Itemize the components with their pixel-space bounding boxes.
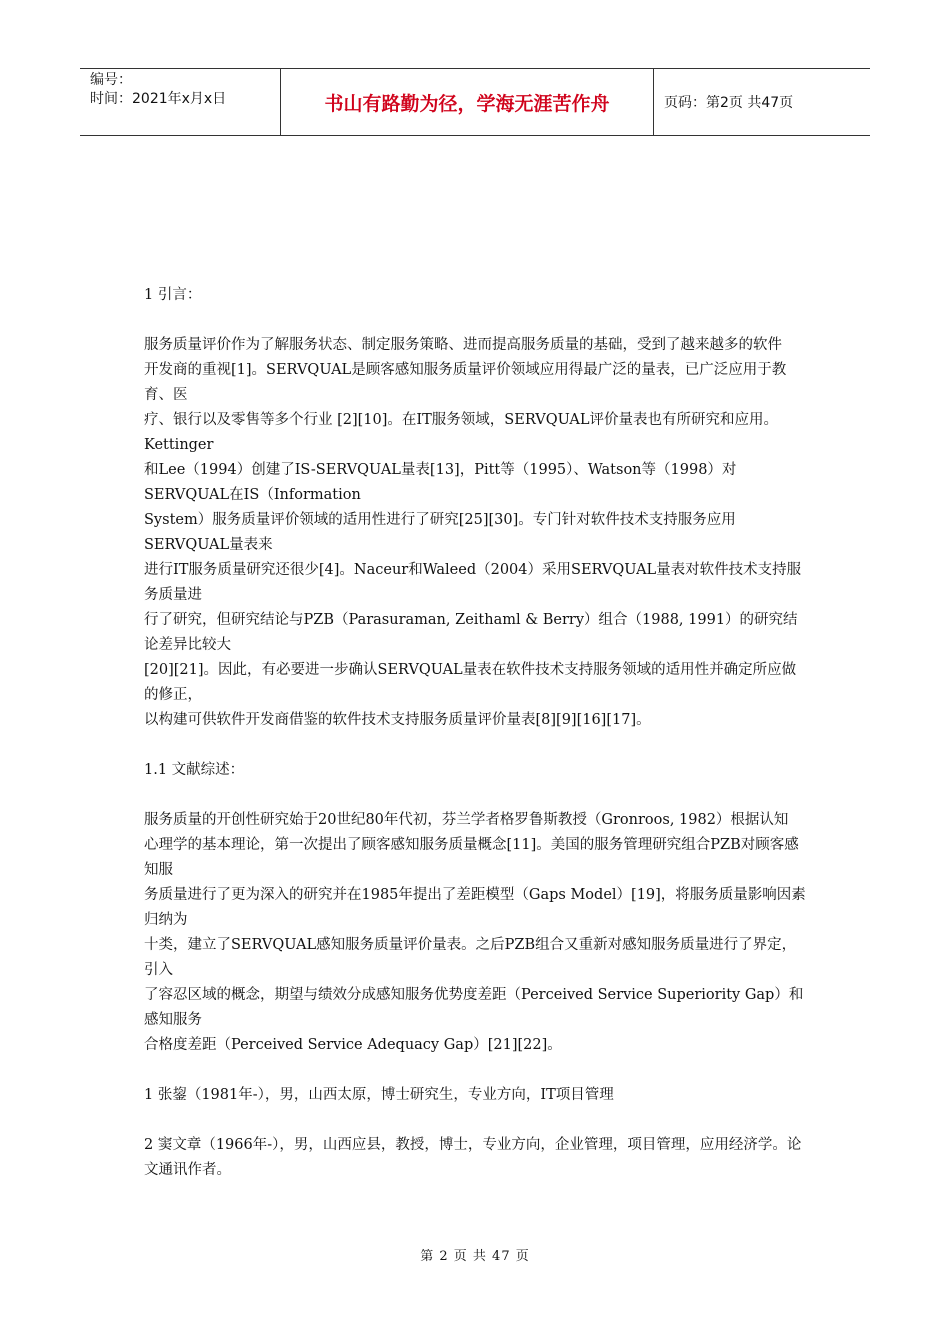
- author-note-1: 1 张鋆（1981年-），男，山西太原，博士研究生，专业方向，IT项目管理: [144, 1087, 614, 1103]
- paragraph-line: 合格度差距（Perceived Service Adequacy Gap）[21][22]。: [144, 1037, 562, 1053]
- number-label: 编号：: [90, 72, 132, 88]
- document-body: [144, 283, 808, 1183]
- paragraph-line: 服务质量评价作为了解服务状态、制定服务策略、进而提高服务质量的基础，受到了越来越多的软件: [144, 337, 782, 353]
- paragraph-line: 开发商的重视[1]。SERVQUAL是顾客感知服务质量评价领域应用得最广泛的量表，已广泛应用于教育、医: [144, 362, 787, 403]
- paragraph-line: 务质量进行了更为深入的研究并在1985年提出了差距模型（Gaps Model）[19]，将服务质量影响因素归纳为: [144, 887, 806, 928]
- header-page-info: 页码：第2页 共47页: [664, 95, 794, 111]
- section-heading-intro: 1 引言：: [144, 287, 202, 303]
- paragraph-line: 行了研究，但研究结论与PZB（Parasuraman, Zeithaml & Berry）组合（1988, 1991）的研究结论差异比较大: [144, 612, 798, 653]
- paragraph-line: 和Lee（1994）创建了IS-SERVQUAL量表[13]，Pitt等（1995）、Watson等（1998）对SERVQUAL在IS（Information: [144, 462, 737, 503]
- paragraph-line: 服务质量的开创性研究始于20世纪80年代初，芬兰学者格罗鲁斯教授（Gronroos, 1982）根据认知: [144, 812, 789, 828]
- section-heading-review: 1.1 文献综述：: [144, 762, 245, 778]
- paragraph-line: 心理学的基本理论，第一次提出了顾客感知服务质量概念[11]。美国的服务管理研究组合PZB对顾客感知服: [144, 837, 799, 878]
- paragraph-line: [20][21]。因此，有必要进一步确认SERVQUAL量表在软件技术支持服务领域的适用性并确定所应做的修正，: [144, 662, 797, 703]
- paragraph-line: 疗、银行以及零售等多个行业 [2][10]。在IT服务领域，SERVQUAL评价量表也有所研究和应用。Kettinger: [144, 412, 778, 453]
- author-note-2: 2 窦文章（1966年-），男，山西应县，教授，博士，专业方向，企业管理，项目管理，应用经济学。论文通讯作者。: [144, 1137, 802, 1178]
- page-header: [80, 68, 870, 136]
- paragraph-line: 以构建可供软件开发商借鉴的软件技术支持服务质量评价量表[8][9][16][17]。: [144, 712, 651, 728]
- header-motto: 书山有路勤为径，学海无涯苦作舟: [281, 69, 654, 135]
- intro-paragraph: [144, 333, 808, 733]
- date-label: 时间：2021年x月x日: [90, 91, 227, 107]
- page-footer: 第 2 页 共 47 页: [420, 1249, 530, 1264]
- review-paragraph: [144, 808, 808, 1058]
- paragraph-line: 十类，建立了SERVQUAL感知服务质量评价量表。之后PZB组合又重新对感知服务质量进行了界定，引入: [144, 937, 797, 978]
- paragraph-line: 进行IT服务质量研究还很少[4]。Naceur和Waleed（2004）采用SERVQUAL量表对软件技术支持服务质量进: [144, 562, 802, 603]
- paragraph-line: System）服务质量评价领域的适用性进行了研究[25][30]。专门针对软件技术支持服务应用SERVQUAL量表来: [144, 512, 736, 553]
- header-meta: [80, 69, 281, 135]
- paragraph-line: 了容忍区域的概念，期望与绩效分成感知服务优势度差距（Perceived Service Superiority Gap）和感知服务: [144, 987, 804, 1028]
